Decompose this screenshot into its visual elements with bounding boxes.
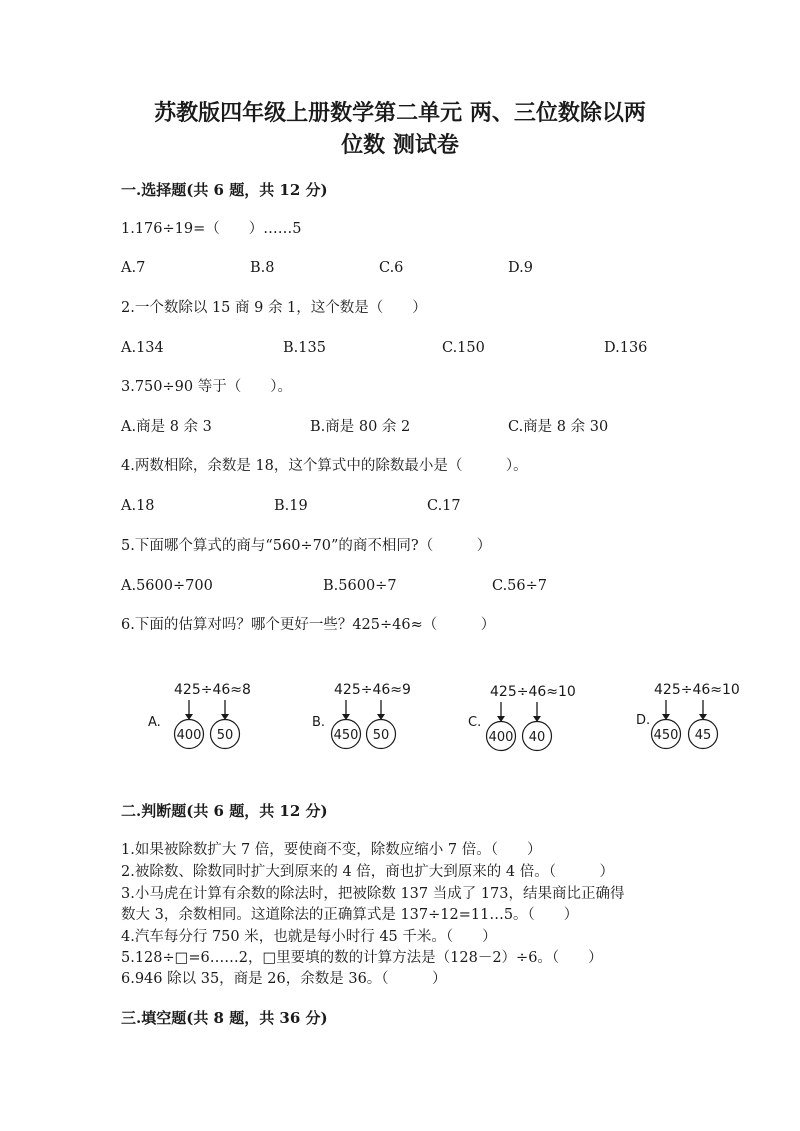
section2-heading: 二.判断题(共 6 题，共 12 分) bbox=[121, 802, 328, 820]
q2-option-b: B.135 bbox=[283, 340, 326, 356]
figure-c-circle-2-value: 40 bbox=[528, 730, 546, 745]
question-2: 2.一个数除以 15 商 9 余 1，这个数是（ ） bbox=[121, 300, 427, 316]
q1-option-b: B.8 bbox=[250, 260, 275, 276]
figure-d-circle-2-value: 45 bbox=[694, 728, 712, 743]
section3-heading: 三.填空题(共 8 题，共 36 分) bbox=[121, 1009, 328, 1027]
q3-option-b: B.商是 80 余 2 bbox=[310, 419, 411, 435]
judgement-item-2: 2.被除数、除数同时扩大到原来的 4 倍，商也扩大到原来的 4 倍。（ ） bbox=[121, 864, 614, 880]
figure-d-label: D. bbox=[636, 713, 651, 728]
estimate-figure-b bbox=[310, 678, 430, 762]
figure-a-circle-2-value: 50 bbox=[216, 728, 234, 743]
figure-c-expression: 425÷46≈10 bbox=[490, 684, 576, 700]
estimate-figure-c bbox=[466, 680, 596, 764]
q4-option-b: B.19 bbox=[274, 498, 308, 514]
q5-option-a: A.5600÷700 bbox=[121, 578, 213, 594]
q2-option-a: A.134 bbox=[121, 340, 164, 356]
q3-option-c: C.商是 8 余 30 bbox=[508, 419, 609, 435]
figure-d-circle-1-value: 450 bbox=[653, 728, 679, 743]
figure-a-expression: 425÷46≈8 bbox=[174, 682, 251, 698]
q4-option-c: C.17 bbox=[427, 498, 461, 514]
q3-option-a: A.商是 8 余 3 bbox=[121, 419, 212, 435]
figure-b-expression: 425÷46≈9 bbox=[334, 682, 411, 698]
estimate-figure-a bbox=[145, 678, 265, 762]
page-title-line1: 苏教版四年级上册数学第二单元 两、三位数除以两 bbox=[154, 100, 646, 126]
judgement-item-1: 1.如果被除数扩大 7 倍，要使商不变，除数应缩小 7 倍。（ ） bbox=[121, 842, 542, 858]
figure-a-circle-1-value: 400 bbox=[176, 728, 202, 743]
figure-a-label: A. bbox=[148, 715, 161, 730]
page-title-line2: 位数 测试卷 bbox=[341, 132, 459, 158]
q2-option-d: D.136 bbox=[604, 340, 648, 356]
q4-option-a: A.18 bbox=[121, 498, 155, 514]
q5-option-b: B.5600÷7 bbox=[323, 578, 397, 594]
question-5: 5.下面哪个算式的商与“560÷70”的商不相同?（ ） bbox=[121, 538, 492, 554]
judgement-item-3-line1: 3.小马虎在计算有余数的除法时，把被除数 137 当成了 173，结果商比正确得 bbox=[121, 886, 625, 902]
q1-option-c: C.6 bbox=[379, 260, 404, 276]
question-1: 1.176÷19=（ ）……5 bbox=[121, 221, 302, 237]
q1-option-a: A.7 bbox=[121, 260, 146, 276]
figure-b-circle-1-value: 450 bbox=[333, 728, 359, 743]
q1-option-d: D.9 bbox=[508, 260, 533, 276]
q5-option-c: C.56÷7 bbox=[492, 578, 548, 594]
judgement-item-3-line2: 数大 3，余数相同。这道除法的正确算式是 137÷12=11…5。（ ） bbox=[121, 907, 579, 923]
question-4: 4.两数相除，余数是 18，这个算式中的除数最小是（ ）。 bbox=[121, 458, 528, 474]
question-3: 3.750÷90 等于（ ）。 bbox=[121, 379, 292, 395]
figure-b-label: B. bbox=[312, 715, 326, 730]
figure-d-expression: 425÷46≈10 bbox=[654, 682, 740, 698]
figure-b-circle-2-value: 50 bbox=[372, 728, 390, 743]
q2-option-c: C.150 bbox=[442, 340, 485, 356]
question-6: 6.下面的估算对吗？哪个更好一些？425÷46≈（ ） bbox=[121, 617, 496, 633]
figure-c-label: C. bbox=[468, 715, 482, 730]
section1-heading: 一.选择题(共 6 题，共 12 分) bbox=[121, 181, 328, 199]
judgement-item-6: 6.946 除以 35，商是 26，余数是 36。（ ） bbox=[121, 971, 447, 987]
judgement-item-4: 4.汽车每分行 750 米，也就是每小时行 45 千米。（ ） bbox=[121, 929, 497, 945]
judgement-item-5: 5.128÷□=6……2，□里要填的数的计算方法是（128－2）÷6。（ ） bbox=[121, 950, 603, 966]
figure-c-circle-1-value: 400 bbox=[488, 730, 514, 745]
estimate-figure-d bbox=[634, 678, 764, 762]
